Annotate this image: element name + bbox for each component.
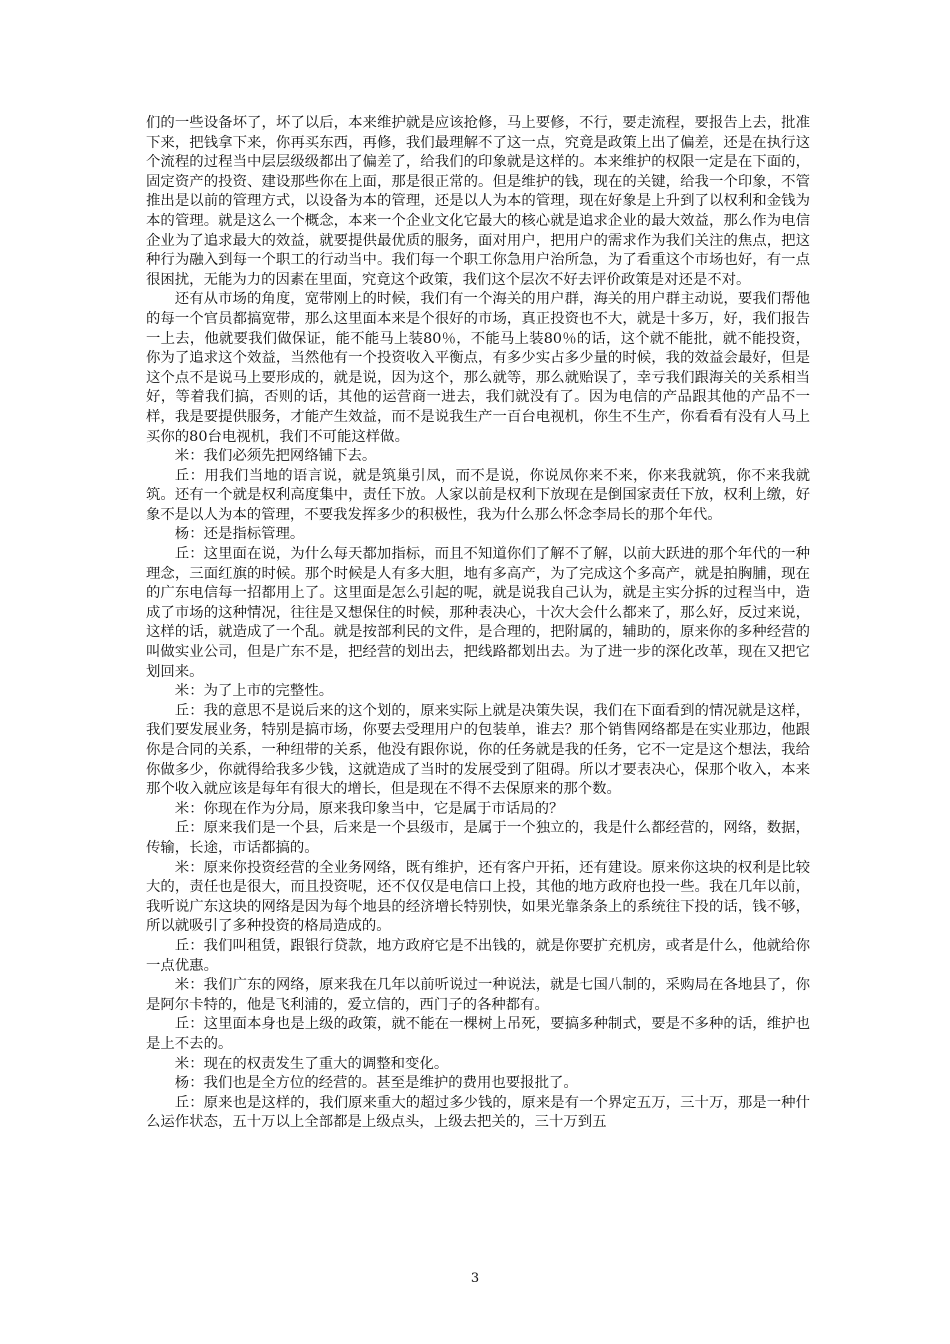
paragraph: 杨：我们也是全方位的经营的。甚至是维护的费用也要报批了。 [174,1075,578,1092]
paragraph: 还有从市场的角度，宽带刚上的时候，我们有一个海关的用户群，海关的用户群主动说，要我们帮他的每一个官员都搞宽带，那么这里面本来是个很好的市场，真正投资也不大，就是十多万，好，我们报告一上去，他就要我们做保证，能不能马上装80％，不能马上装80％的话，这个就不能批，就不能投资，你为了追求这个效益，当然他有一个投资收入平衡点，有多少实占多少量的时候，我的效益会最好，但是这个点不是说马上要形成的，就是说，因为这个，那么就等，那么就贻误了，幸亏我们跟海关的关系相当好，等着我们搞，否则的话，其他的运营商一进去，我们就没有了。因为电信的产品跟其他的产品不一样，我是要提供服务，才能产生效益，而不是说我生产一百台电视机，你生不生产，你看看有没有人马上买你的80台电视机，我们不可能这样做。 [146,291,810,445]
paragraph: 丘：原来我们是一个县，后来是一个县级市，是属于一个独立的，我是什么都经营的，网络，数据，传输，长途，市话都搞的。 [146,820,810,856]
page-number: 3 [470,1271,480,1286]
paragraph: 丘：我们叫租赁，跟银行贷款，地方政府它是不出钱的，就是你要扩充机房，或者是什么，他就给你一点优惠。 [146,937,810,974]
paragraph: 们的一些设备坏了，坏了以后，本来维护就是应该抢修，马上要修，不行，要走流程，要报告上去，批准下来，把钱拿下来，你再买东西，再修，我们最理解不了这一点，究竟是政策上出了偏差，还是在执行这个流程的过程当中层层级级都出了偏差了，给我们的印象就是这样的。本来维护的权限一定是在下面的，固定资产的投资、建设那些你在上面，那是很正常的。但是维护的钱，现在的关键，给我一个印象，不管推出是以前的管理方式，以设备为本的管理，还是以人为本的管理，现在好象是上升到了以权利和金钱为本的管理。就是这么一个概念，本来一个企业文化它最大的核心就是追求企业的最大效益，那么作为电信企业为了追求最大的效益，就要提供最优质的服务，面对用户，把用户的需求作为我们关注的焦点，把这种行为融入到每一个职工的行动当中。我们每一个职工你急用户治所急，为了看重这个市场也好，有一点很困扰，无能为力的因素在里面，究竟这个政策，我们这个层次不好去评价政策是对还是不对。 [146,115,810,288]
paragraph: 丘：用我们当地的语言说，就是筑巢引凤，而不是说，你说凤你来不来，你来我就筑，你不来我就筑。还有一个就是权利高度集中，责任下放。人家以前是权利下放现在是倒国家责任下放，权利上缴，好象不是以人为本的管理，不要我发挥多少的积极性，我为什么那么怀念李局长的那个年代。 [146,467,810,523]
paragraph: 米：你现在作为分局，原来我印象当中，它是属于市话局的？ [174,800,564,817]
paragraph: 米：我们必须先把网络铺下去。 [174,448,377,465]
document-body [146,114,810,1133]
paragraph: 米：为了上市的完整性。 [174,683,334,700]
paragraph: 杨：还是指标管理。 [174,526,305,543]
paragraph: 米：我们广东的网络，原来我在几年以前听说过一种说法，就是七国八制的，采购局在各地县了，你是阿尔卡特的，他是飞利浦的，爱立信的，西门子的各种都有。 [146,977,810,1013]
paragraph: 丘：我的意思不是说后来的这个划的，原来实际上就是决策失误，我们在下面看到的情况就是这样，我们要发展业务，特别是搞市场，你要去受理用户的包装单，谁去？那个销售网络都是在实业那边，他跟你是合同的关系，一种纽带的关系，他没有跟你说，你的任务就是我的任务，它不一定是这个想法，我给你做多少，你就得给我多少钱，这就造成了当时的发展受到了阻碍。所以才要表决心，保那个收入，本来那个收入就应该是每年有很大的增长，但是现在不得不去保原来的那个数。 [146,702,810,798]
paragraph: 米：现在的权责发生了重大的调整和变化。 [174,1055,449,1072]
paragraph: 丘：这里面在说，为什么每天都加指标，而且不知道你们了解不了解，以前大跃进的那个年代的一种理念，三面红旗的时候。那个时候是人有多大胆，地有多高产，为了完成这个多高产，就是拍胸脯，现在的广东电信每一招都用上了。这里面是怎么引起的呢，就是说我自己认为，就是主实分拆的过程当中，造成了市场的这种情况，往往是又想保住的时候，那种表决心，十次大会什么都来了，那么好，反过来说，这样的话，就造成了一个乱。就是按部利民的文件，是合理的，把附属的，辅助的，原来你的多种经营的叫做实业公司，但是广东不是，把经营的划出去，把线路都划出去。为了进一步的深化改革，现在又把它划回来。 [146,546,810,680]
paragraph: 丘：这里面本身也是上级的政策，就不能在一棵树上吊死，要搞多种制式，要是不多种的话，维护也是上不去的。 [146,1016,810,1052]
paragraph: 丘：原来也是这样的，我们原来重大的超过多少钱的，原来是有一个界定五万，三十万，那是一种什么运作状态，五十万以上全部都是上级点头，上级去把关的，三十万到五 [146,1094,810,1131]
paragraph: 米：原来你投资经营的全业务网络，既有维护，还有客户开拓，还有建设。原来你这块的权利是比较大的，责任也是很大，而且投资呢，还不仅仅是电信口上投，其他的地方政府也投一些。我在几年以前，我听说广东这块的网络是因为每个地县的经济增长特别快，如果光靠条条上的系统往下投的话，钱不够，所以就吸引了多种投资的格局造成的。 [146,859,810,935]
